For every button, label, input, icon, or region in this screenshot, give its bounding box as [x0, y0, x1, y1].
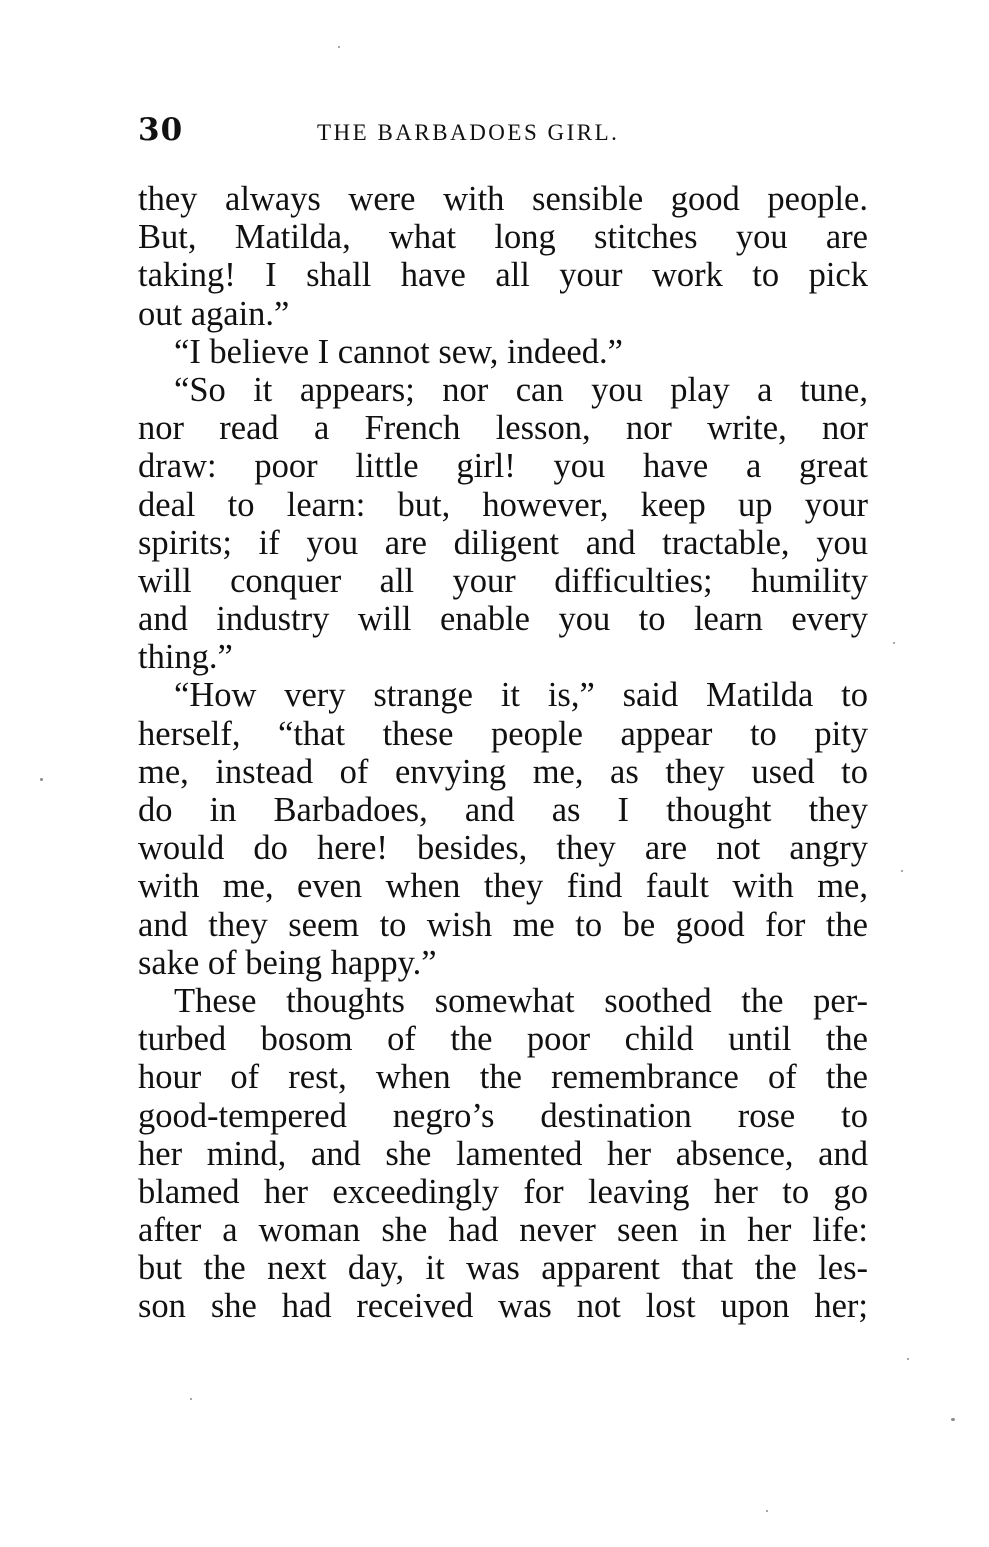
text-line: spirits; if you are diligent and tractable, you: [138, 523, 868, 562]
running-title: THE BARBADOES GIRL.: [317, 120, 620, 145]
text-line: But, Matilda, what long stitches you are: [138, 218, 868, 257]
print-speck: [338, 46, 340, 48]
text-line: thing.”: [138, 638, 233, 677]
text-line: blamed her exceedingly for leaving her to go: [138, 1172, 868, 1211]
text-line: taking! I shall have all your work to pick: [138, 256, 868, 295]
text-line: “So it appears; nor can you play a tune,: [174, 370, 868, 409]
text-line: sake of being happy.”: [138, 943, 437, 982]
print-speck: [951, 1418, 955, 1421]
text-line: son she had received was not lost upon her;: [138, 1287, 868, 1326]
text-line: out again.”: [138, 294, 290, 333]
page-number: 30: [138, 112, 184, 148]
print-speck: [190, 1398, 192, 1400]
text-line: These thoughts somewhat soothed the per-: [174, 981, 868, 1020]
print-speck: [907, 1358, 909, 1360]
text-line: her mind, and she lamented her absence, and: [138, 1134, 868, 1173]
print-speck: [893, 642, 895, 644]
body-text: [138, 180, 868, 1326]
text-line: draw: poor little girl! you have a great: [138, 447, 868, 486]
text-line: and industry will enable you to learn every: [138, 600, 868, 639]
text-line: and they seem to wish me to be good for the: [138, 905, 868, 944]
text-line: deal to learn: but, however, keep up your: [138, 485, 868, 524]
text-line: hour of rest, when the remembrance of the: [138, 1058, 868, 1097]
text-line: “How very strange it is,” said Matilda to: [174, 676, 868, 715]
text-line: after a woman she had never seen in her life:: [138, 1211, 868, 1250]
print-speck: [901, 870, 903, 872]
text-line: they always were with sensible good people.: [138, 180, 868, 218]
text-line: would do here! besides, they are not angry: [138, 829, 868, 868]
print-speck: [40, 778, 43, 781]
text-line: “I believe I cannot sew, indeed.”: [174, 332, 623, 371]
text-line: nor read a French lesson, nor write, nor: [138, 409, 868, 448]
page-header: [138, 112, 868, 156]
text-line: will conquer all your difficulties; humility: [138, 561, 868, 600]
text-line: turbed bosom of the poor child until the: [138, 1020, 868, 1059]
text-line: with me, even when they find fault with me,: [138, 867, 868, 906]
text-line: me, instead of envying me, as they used to: [138, 752, 868, 791]
text-line: but the next day, it was apparent that the les-: [138, 1249, 868, 1288]
text-line: good-tempered negro’s destination rose to: [138, 1096, 868, 1135]
text-line: do in Barbadoes, and as I thought they: [138, 791, 868, 829]
text-line: herself, “that these people appear to pity: [138, 714, 868, 753]
print-speck: [766, 1510, 768, 1512]
